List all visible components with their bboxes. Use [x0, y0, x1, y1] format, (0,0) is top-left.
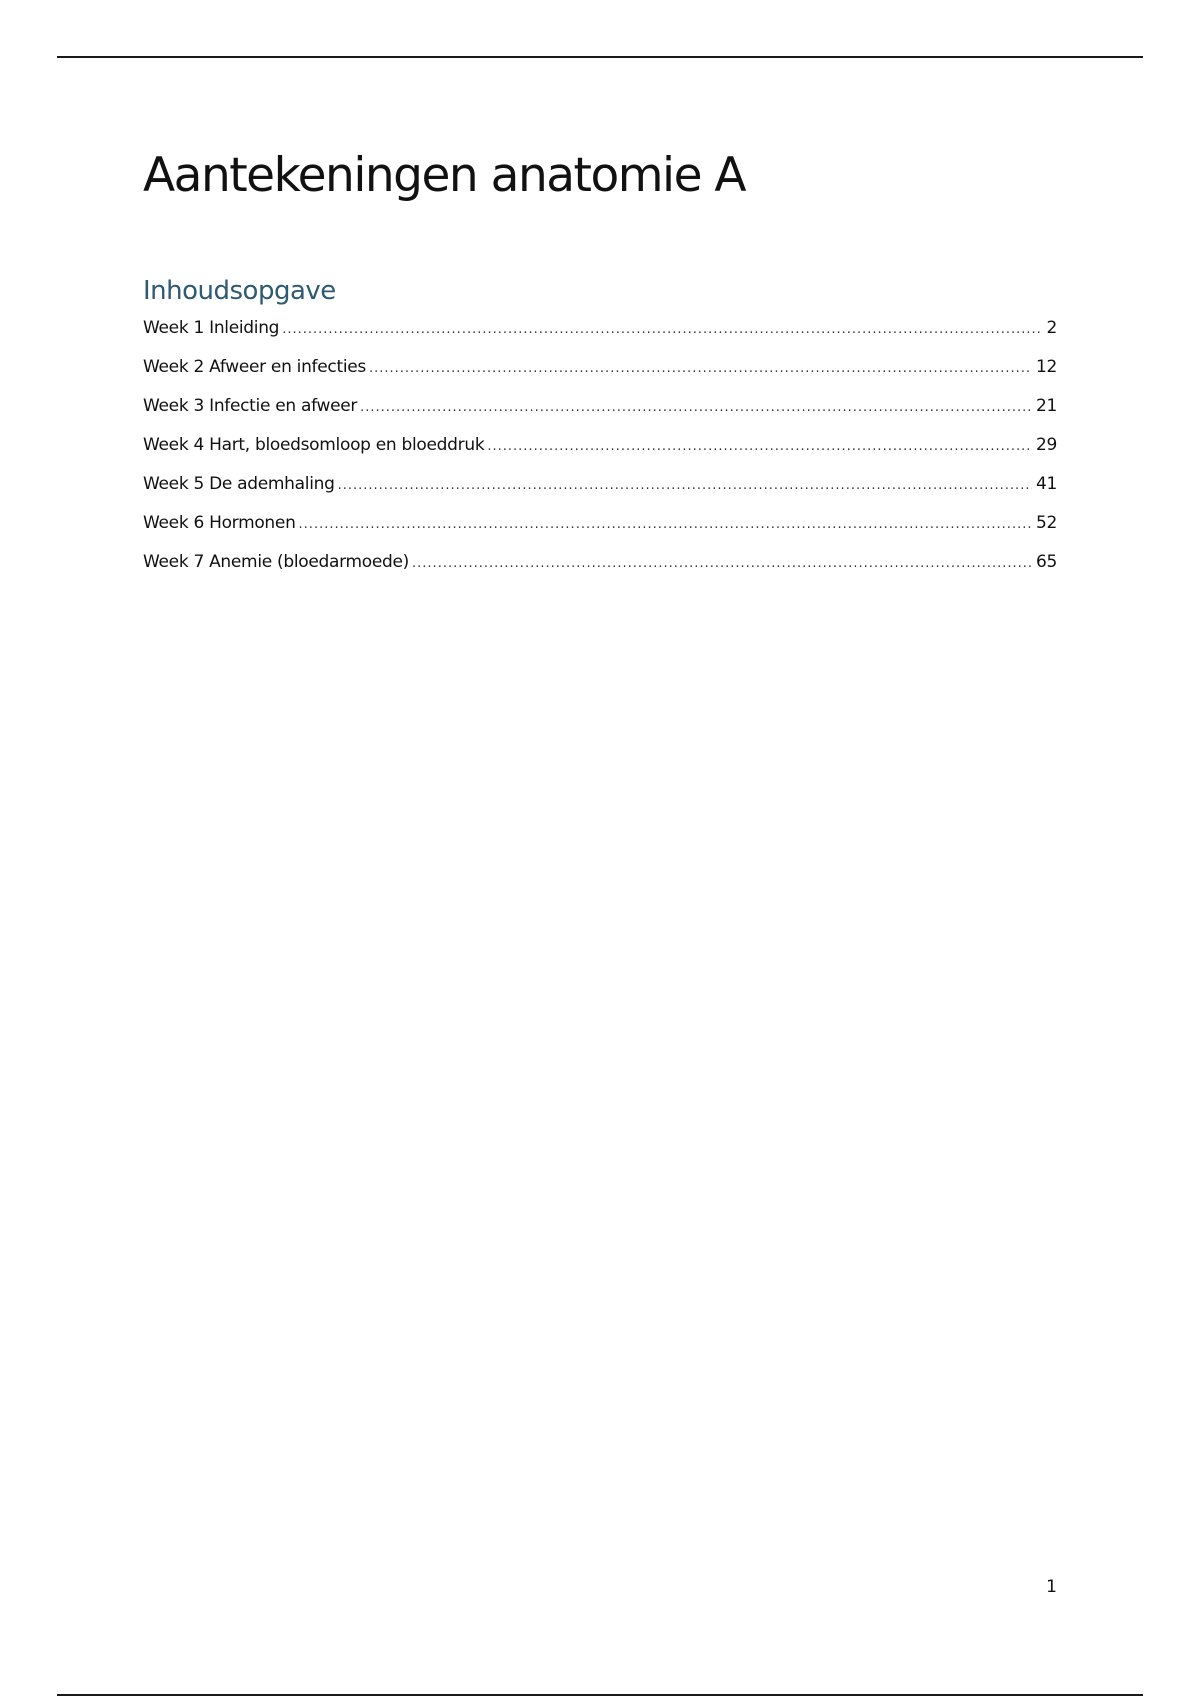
toc-entry-page: 52 [1035, 513, 1057, 533]
toc-entry-label: Week 5 De ademhaling [143, 474, 335, 494]
toc-entry-label: Week 4 Hart, bloedsomloop en bloeddruk [143, 435, 485, 455]
toc-entry-label: Week 2 Afweer en infecties [143, 357, 366, 377]
toc-entry-week-1[interactable] [143, 318, 1057, 357]
document-title: Aantekeningen anatomie A [143, 148, 746, 203]
header-rule [57, 56, 1143, 58]
toc-entry-page: 29 [1035, 435, 1057, 455]
toc-dot-leader [360, 400, 1032, 415]
toc-entry-page: 2 [1046, 318, 1057, 338]
toc-entry-week-3[interactable] [143, 396, 1057, 435]
toc-entry-week-2[interactable] [143, 357, 1057, 396]
toc-dot-leader [282, 322, 1042, 337]
page-number: 1 [1046, 1577, 1057, 1597]
toc-heading: Inhoudsopgave [143, 276, 336, 306]
toc-dot-leader [338, 478, 1032, 493]
toc-entry-page: 65 [1035, 552, 1057, 572]
toc-dot-leader [412, 556, 1032, 571]
toc-dot-leader [299, 517, 1032, 532]
table-of-contents [143, 318, 1057, 591]
toc-dot-leader [487, 439, 1032, 454]
toc-entry-label: Week 1 Inleiding [143, 318, 280, 338]
toc-entry-page: 21 [1035, 396, 1057, 416]
toc-entry-week-4[interactable] [143, 435, 1057, 474]
toc-dot-leader [369, 361, 1032, 376]
toc-entry-label: Week 6 Hormonen [143, 513, 296, 533]
toc-entry-page: 12 [1035, 357, 1057, 377]
toc-entry-label: Week 7 Anemie (bloedarmoede) [143, 552, 410, 572]
toc-entry-label: Week 3 Infectie en afweer [143, 396, 358, 416]
toc-entry-page: 41 [1035, 474, 1057, 494]
toc-entry-week-6[interactable] [143, 513, 1057, 552]
footer-rule [57, 1694, 1143, 1696]
toc-entry-week-5[interactable] [143, 474, 1057, 513]
toc-entry-week-7[interactable] [143, 552, 1057, 591]
